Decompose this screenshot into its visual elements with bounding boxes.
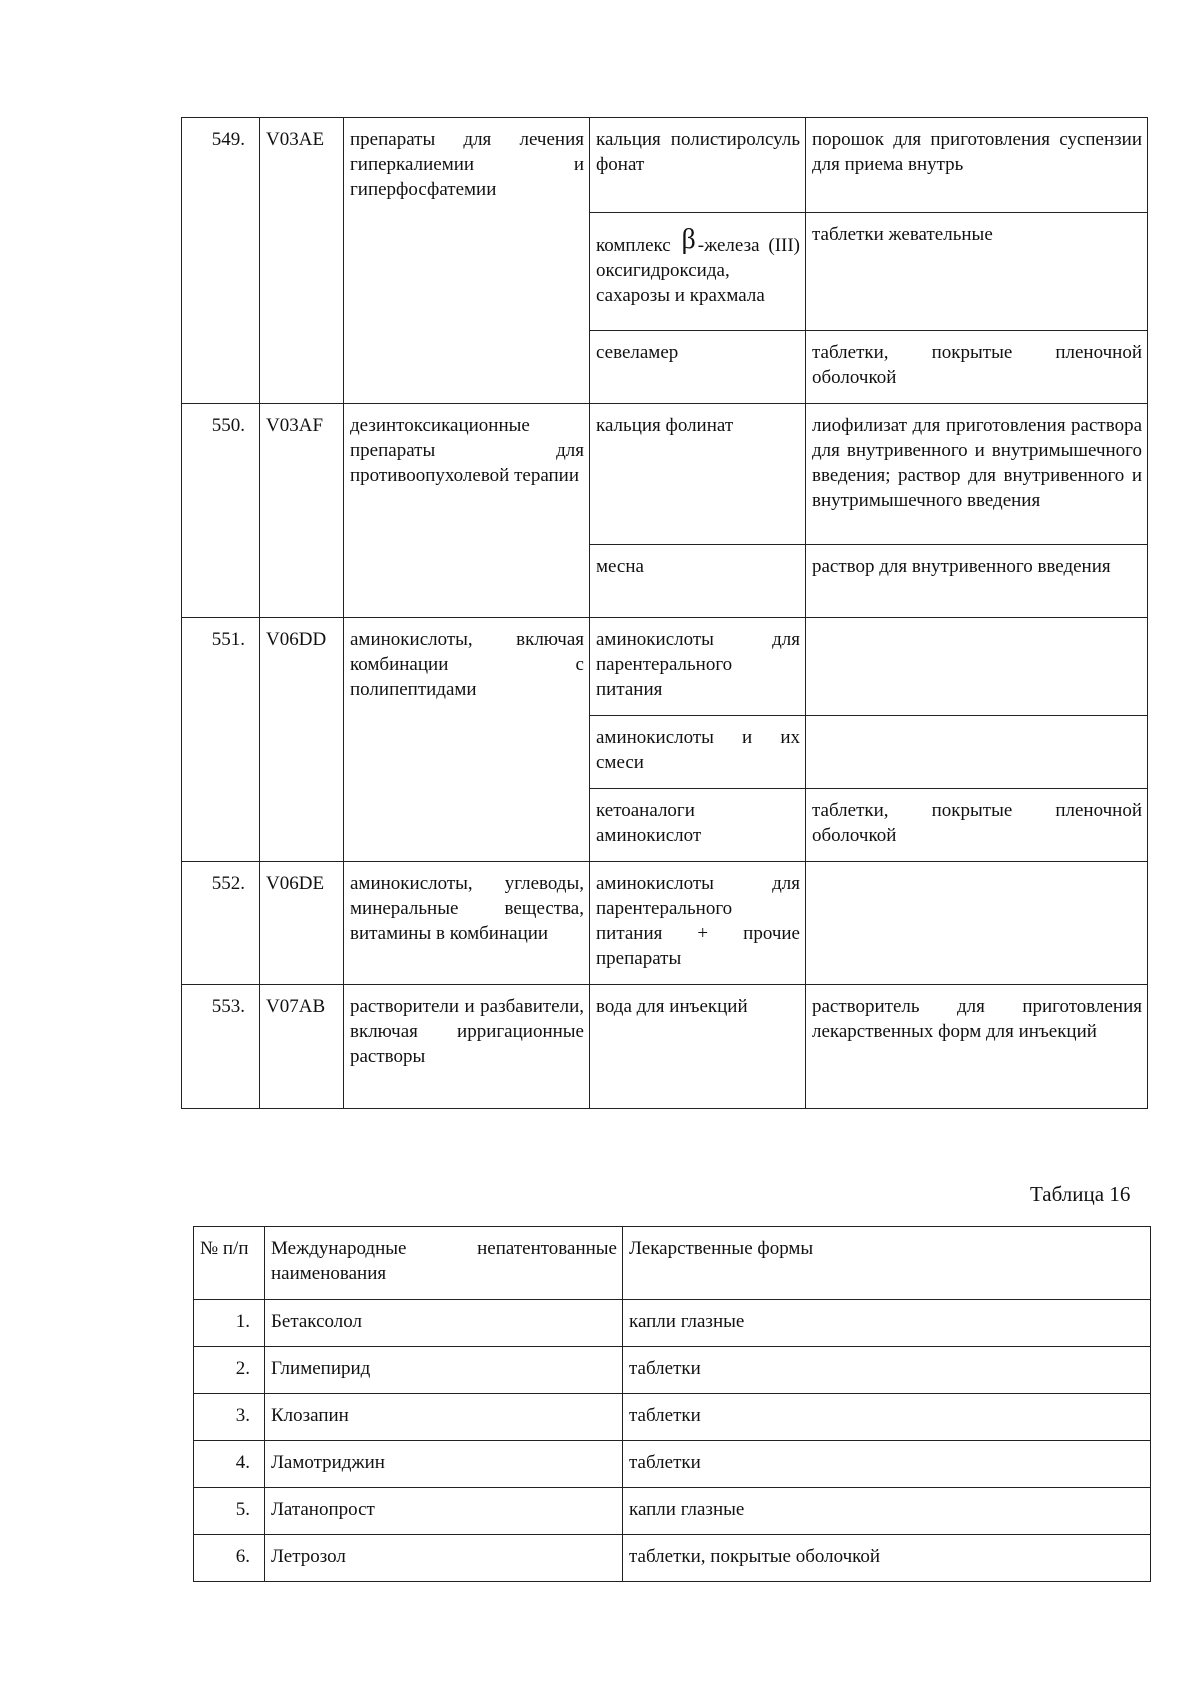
column-header-number: № п/п — [194, 1227, 265, 1300]
group-name: аминокислоты, углеводы, минеральные вещества, витамины в комбинации — [344, 862, 590, 985]
drug-name: Ламотриджин — [265, 1441, 623, 1488]
row-number: 6. — [194, 1535, 265, 1582]
table-row — [194, 1347, 1151, 1394]
group-name: препараты для лечения гиперкалиемии и гиперфосфатемии — [344, 118, 590, 404]
row-number: 552. — [182, 862, 260, 985]
dosage-form: раствор для внутривенного введения — [806, 545, 1148, 618]
table-row — [182, 862, 1148, 985]
table-row — [194, 1300, 1151, 1347]
atc-code: V03AF — [260, 404, 344, 618]
drug-name: Глимепирид — [265, 1347, 623, 1394]
dosage-form: таблетки — [623, 1347, 1151, 1394]
dosage-form — [806, 862, 1148, 985]
table-row — [182, 118, 1148, 213]
dosage-form: капли глазные — [623, 1488, 1151, 1535]
drug-name: кальция полистиролсульфонат — [590, 118, 806, 213]
atc-code: V06DD — [260, 618, 344, 862]
dosage-form: капли глазные — [623, 1300, 1151, 1347]
drug-name: аминокислоты для парентерального питания — [590, 618, 806, 716]
row-number: 5. — [194, 1488, 265, 1535]
column-header-inn: Международные непатентованные наименования — [265, 1227, 623, 1300]
drug-name-suffix: -железа (III) оксигидроксида, сахарозы и крахмала — [596, 235, 800, 306]
dosage-form: таблетки — [623, 1394, 1151, 1441]
dosage-form: порошок для приготовления суспензии для приема внутрь — [806, 118, 1148, 213]
drug-name: аминокислоты для парентерального питания + прочие препараты — [590, 862, 806, 985]
atc-code: V06DE — [260, 862, 344, 985]
dosage-form — [806, 716, 1148, 789]
column-header-forms: Лекарственные формы — [623, 1227, 1151, 1300]
group-name: аминокислоты, включая комбинации с полипептидами — [344, 618, 590, 862]
drug-name: Летрозол — [265, 1535, 623, 1582]
atc-code: V03AE — [260, 118, 344, 404]
dosage-form: растворитель для приготовления лекарственных форм для инъекций — [806, 985, 1148, 1109]
group-name: растворители и разбавители, включая ирригационные растворы — [344, 985, 590, 1109]
dosage-form: лиофилизат для приготовления раствора для внутривенного и внутримышечного введения; раствор для внутривенного и внутримышечного введения — [806, 404, 1148, 545]
table-row — [194, 1394, 1151, 1441]
atc-code: V07AB — [260, 985, 344, 1109]
table-row — [182, 985, 1148, 1109]
dosage-form: таблетки, покрытые пленочной оболочкой — [806, 331, 1148, 404]
drug-name — [590, 213, 806, 331]
row-number: 4. — [194, 1441, 265, 1488]
dosage-form: таблетки, покрытые пленочной оболочкой — [806, 789, 1148, 862]
table-header-row — [194, 1227, 1151, 1300]
row-number: 551. — [182, 618, 260, 862]
drug-name: кетоаналоги аминокислот — [590, 789, 806, 862]
table-row — [194, 1488, 1151, 1535]
row-number: 549. — [182, 118, 260, 404]
table-row — [182, 618, 1148, 716]
drug-name: Латанопрост — [265, 1488, 623, 1535]
table-row — [194, 1441, 1151, 1488]
group-name: дезинтоксикационные препараты для противоопухолевой терапии — [344, 404, 590, 618]
drug-list-table — [193, 1226, 1151, 1582]
table-caption: Таблица 16 — [1030, 1182, 1131, 1206]
dosage-form — [806, 618, 1148, 716]
row-number: 1. — [194, 1300, 265, 1347]
drug-name: севеламер — [590, 331, 806, 404]
drug-name: месна — [590, 545, 806, 618]
table-row — [182, 404, 1148, 545]
dosage-form: таблетки — [623, 1441, 1151, 1488]
drug-name: аминокислоты и их смеси — [590, 716, 806, 789]
row-number: 553. — [182, 985, 260, 1109]
drug-name-prefix: комплекс — [596, 235, 671, 256]
table-row — [194, 1535, 1151, 1582]
drug-name: Клозапин — [265, 1394, 623, 1441]
drug-name: Бетаксолол — [265, 1300, 623, 1347]
row-number: 2. — [194, 1347, 265, 1394]
drug-group-table — [181, 117, 1148, 1109]
dosage-form: таблетки жевательные — [806, 213, 1148, 331]
row-number: 550. — [182, 404, 260, 618]
drug-name: вода для инъекций — [590, 985, 806, 1109]
dosage-form: таблетки, покрытые оболочкой — [623, 1535, 1151, 1582]
row-number: 3. — [194, 1394, 265, 1441]
beta-symbol: β — [681, 224, 696, 255]
drug-name: кальция фолинат — [590, 404, 806, 545]
